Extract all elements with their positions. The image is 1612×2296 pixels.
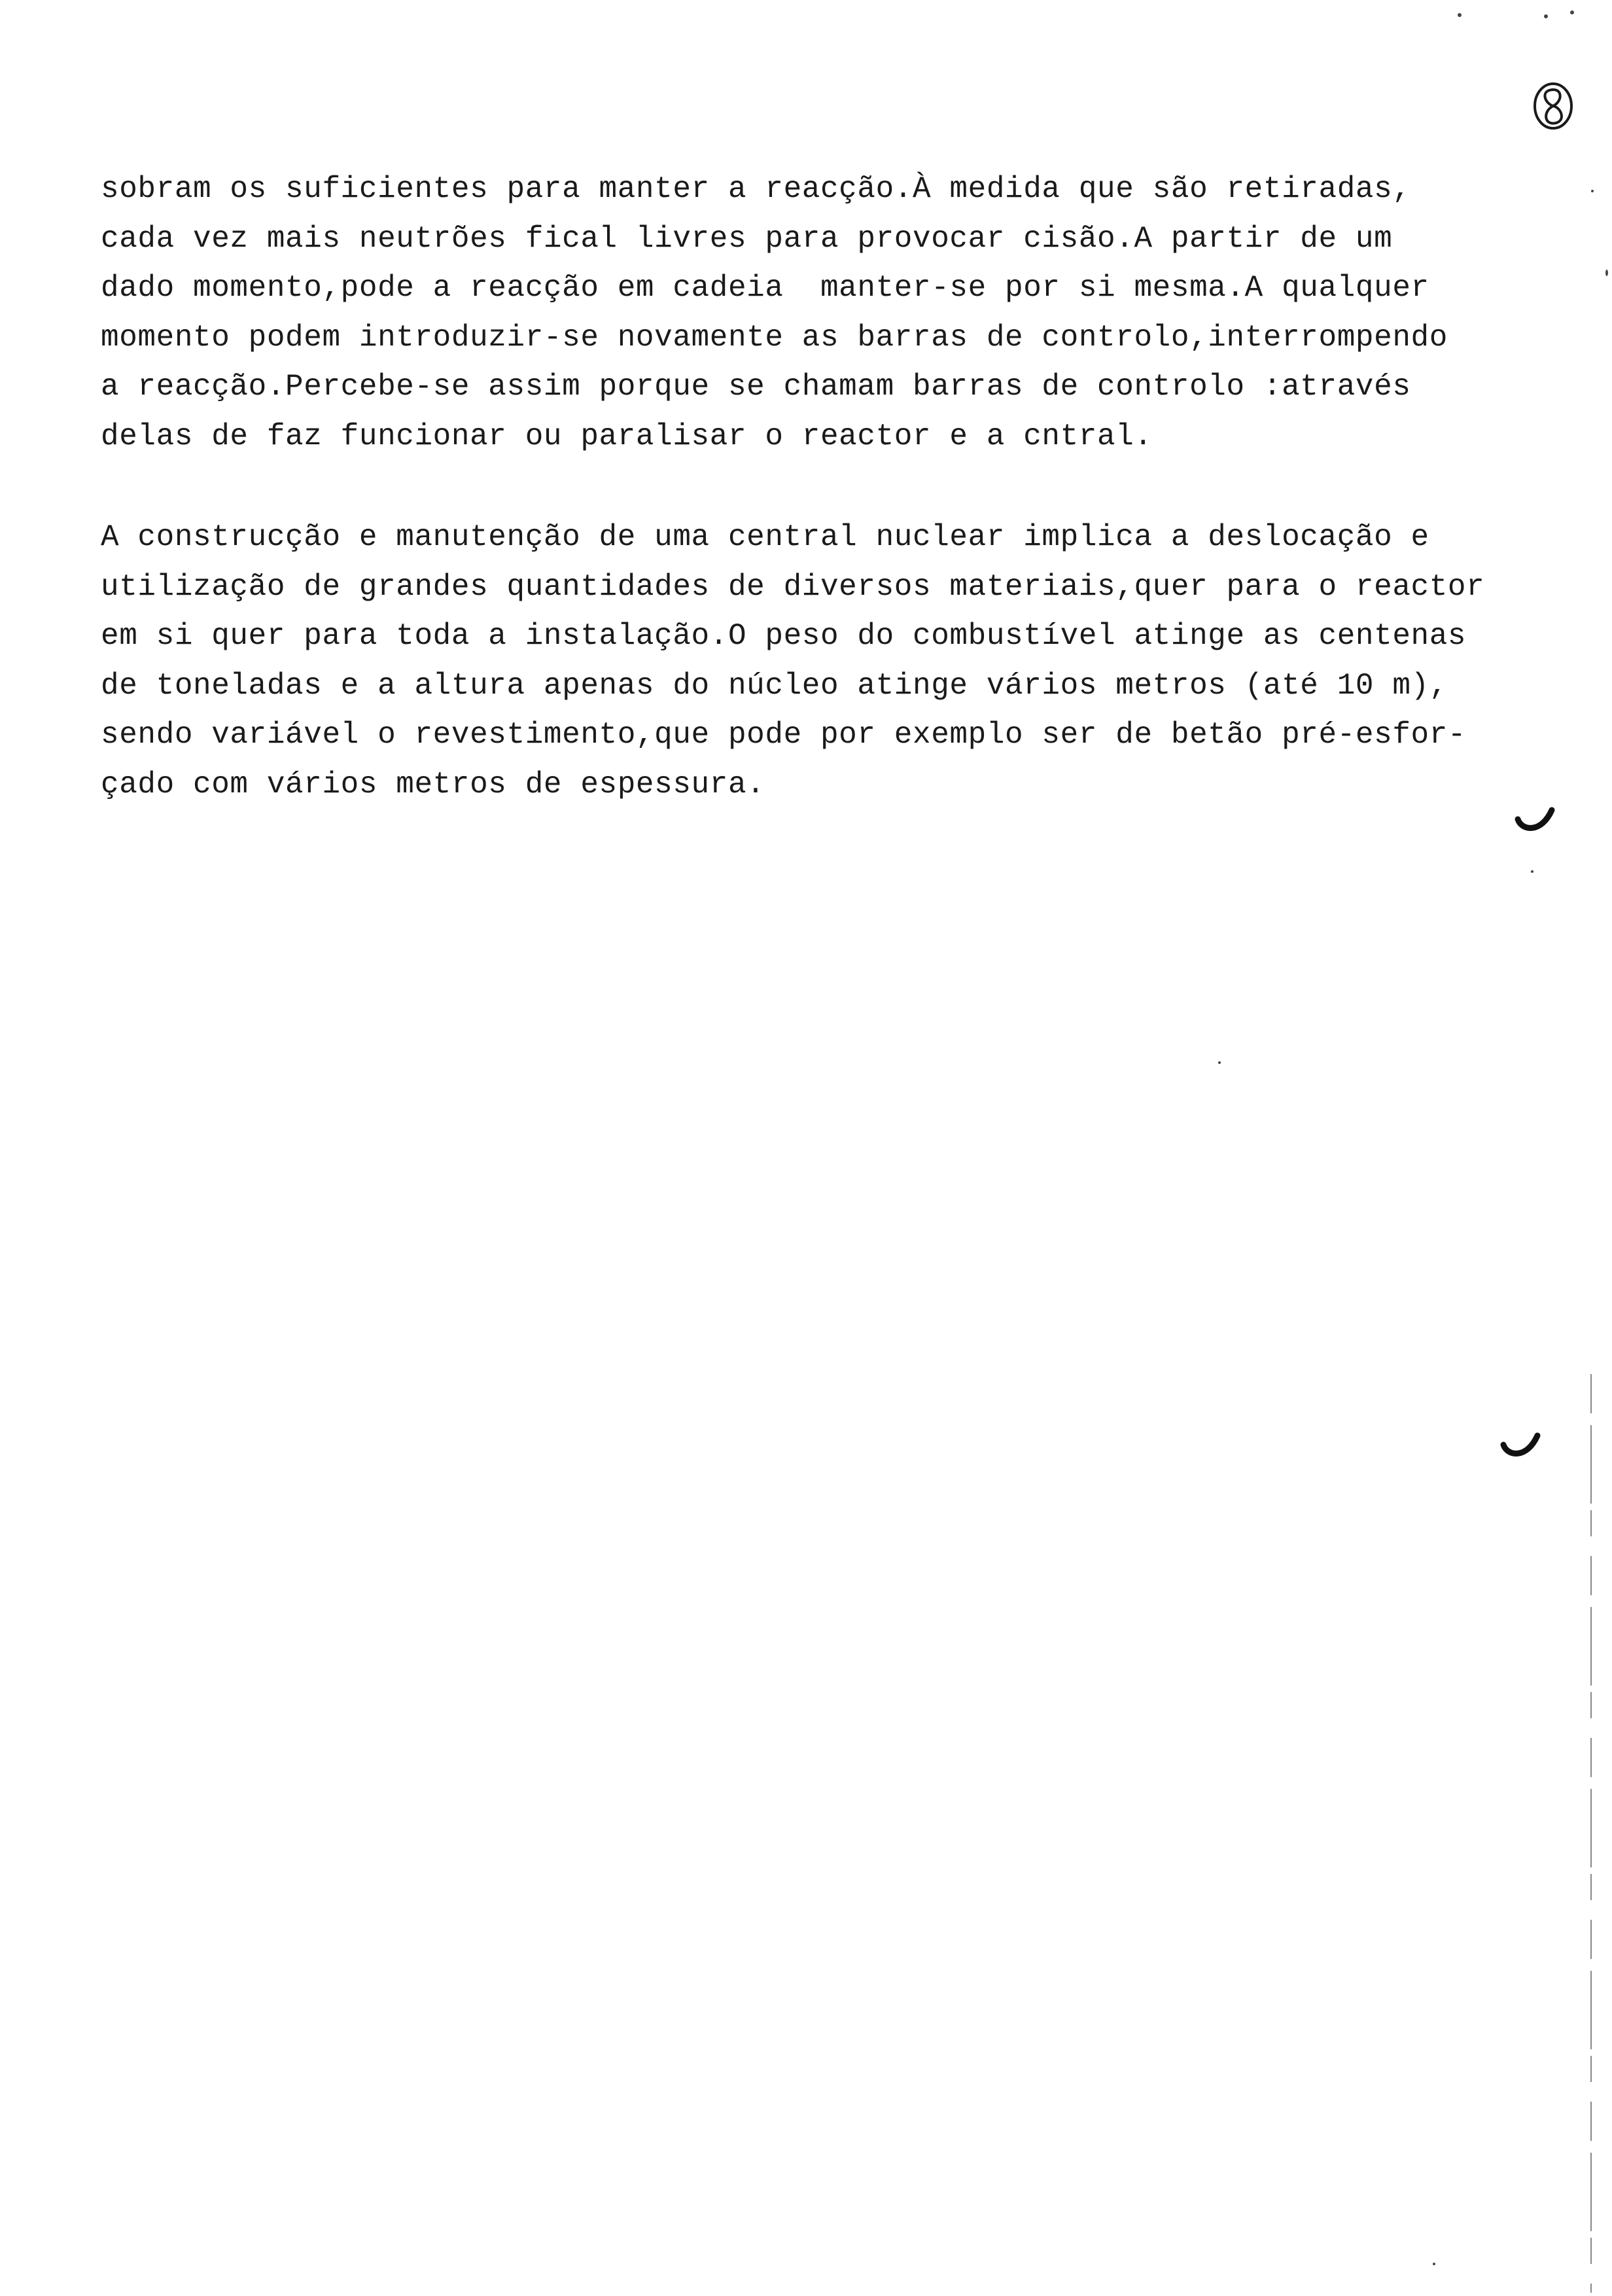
text-line: sobram os suficientes para manter a reacção.À medida que são retiradas,: [101, 172, 1411, 206]
text-line: a reacção.Percebe-se assim porque se chamam barras de controlo :através: [101, 370, 1411, 404]
edge-line-icon: [1590, 1374, 1592, 2293]
scan-speck: [1591, 190, 1594, 192]
text-line: cada vez mais neutrões fical livres para provocar cisão.A partir de um: [101, 221, 1393, 256]
text-line: momento podem introduzir-se novamente as barras de controlo,interrompendo: [101, 320, 1448, 355]
check-mark-icon: [1498, 1430, 1544, 1463]
paragraph-control-rods: [101, 165, 1573, 461]
handwritten-page-number: [1530, 77, 1577, 133]
text-line: dado momento,pode a reacção em cadeia manter-se por si mesma.A qualquer: [101, 271, 1429, 305]
text-line: delas de faz funcionar ou paralisar o reactor e a cntral.: [101, 419, 1153, 453]
handwritten-check-mark: [1513, 805, 1558, 838]
text-line: de toneladas e a altura apenas do núcleo atinge vários metros (até 10 m),: [101, 668, 1448, 703]
text-line: em si quer para toda a instalação.O peso do combustível atinge as centenas: [101, 619, 1467, 653]
scan-speck: [1433, 2263, 1435, 2265]
scan-speck: [1544, 14, 1548, 18]
text-line: sendo variável o revestimento,que pode por exemplo ser de betão pré-esfor-: [101, 718, 1467, 752]
text-line: çado com vários metros de espessura.: [101, 767, 765, 802]
circled-number-icon: [1530, 77, 1577, 133]
paragraph-construction: [101, 513, 1573, 809]
check-mark-icon: [1513, 805, 1558, 838]
scan-speck: [1218, 1061, 1221, 1064]
scan-edge-shadow: [1590, 1374, 1592, 2293]
scan-speck: [1570, 10, 1574, 14]
scan-speck: [1605, 270, 1608, 276]
scan-speck: [1531, 870, 1533, 873]
text-line: utilização de grandes quantidades de diversos materiais,quer para o reactor: [101, 569, 1485, 604]
scan-speck: [1458, 13, 1462, 17]
handwritten-check-mark: [1498, 1430, 1544, 1463]
text-line: A construcção e manutenção de uma central nuclear implica a deslocação e: [101, 520, 1429, 554]
